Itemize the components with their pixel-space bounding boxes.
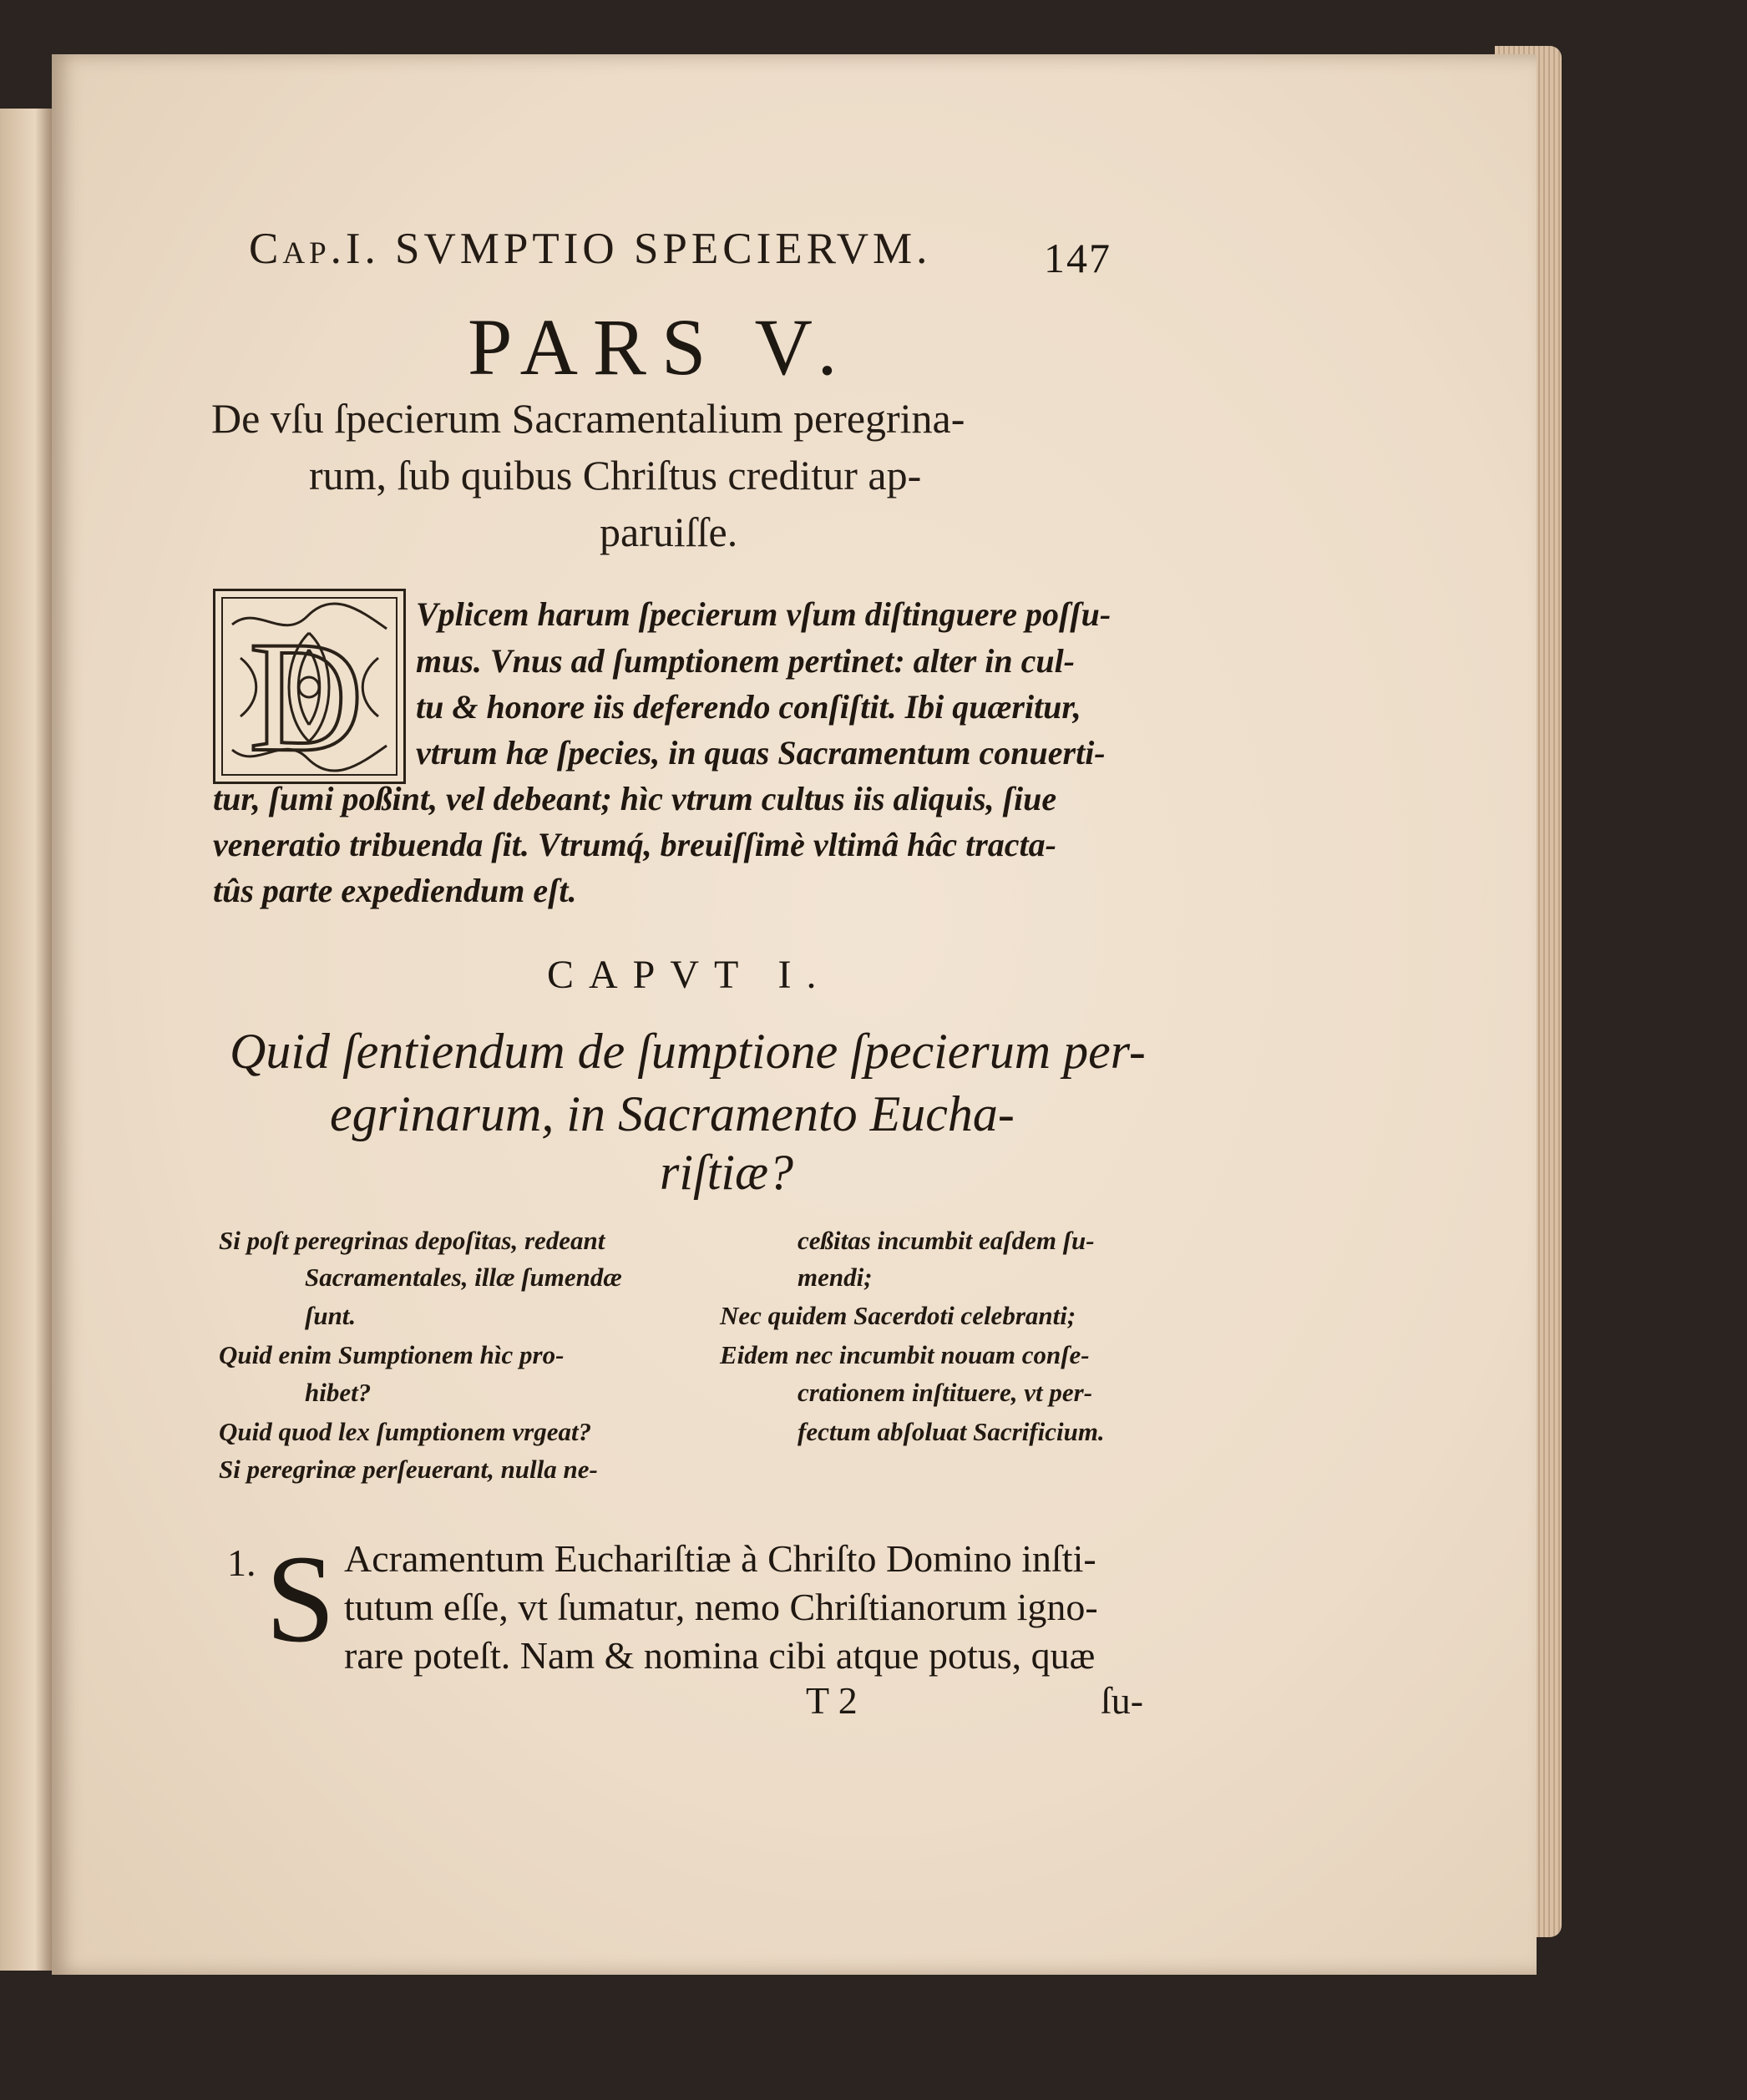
initial-letter: D <box>249 610 364 782</box>
intro-line: Vplicem harum ſpecierum vſum diſtinguere poſſu- <box>416 595 1111 633</box>
intro-line: vtrum hæ ſpecies, in quas Sacramentum conuerti- <box>416 734 1106 772</box>
section-line: rare poteſt. Nam & nomina cibi atque potus, quæ <box>344 1634 1096 1677</box>
decorated-initial-d <box>213 589 406 784</box>
summary-right-line: ceßitas incumbit eaſdem ſu- <box>798 1226 1095 1255</box>
chapter-question-line: riſtiæ? <box>660 1145 794 1200</box>
facing-page-edge <box>0 109 58 1971</box>
section-initial: S <box>266 1530 336 1668</box>
page-number: 147 <box>1044 235 1111 281</box>
summary-left-line: hibet? <box>305 1378 372 1407</box>
intro-line: tur, ſumi poßint, vel debeant; hìc vtrum cultus iis aliquis, ſiue <box>213 780 1057 817</box>
summary-right-line: crationem inſtituere, vt per- <box>798 1378 1093 1407</box>
summary-right-line: fectum abſoluat Sacrificium. <box>798 1417 1105 1446</box>
section-line: tutum eſſe, vt ſumatur, nemo Chriſtianorum igno- <box>344 1586 1098 1628</box>
summary-right-line: mendi; <box>798 1263 873 1292</box>
summary-left-line: Si peregrinæ perſeuerant, nulla ne- <box>219 1455 598 1484</box>
chapter-heading: CAPVT I. <box>547 953 832 997</box>
summary-left-line: Sacramentales, illæ ſumendæ <box>305 1263 622 1292</box>
chapter-question-line: Quid ſentiendum de ſumptione ſpecierum per- <box>230 1024 1146 1079</box>
summary-right-line: Eidem nec incumbit nouam conſe- <box>720 1340 1090 1369</box>
running-head: Cap.I. SVMPTIO SPECIERVM. <box>249 225 932 273</box>
floral-ornament-icon <box>215 591 403 782</box>
part-subtitle-line: paruiſſe. <box>600 509 738 555</box>
section-line: Acramentum Euchariſtiæ à Chriſto Domino inſti- <box>344 1537 1096 1580</box>
part-subtitle-line: rum, ſub quibus Chriſtus creditur ap- <box>309 452 922 498</box>
intro-line: tu & honore iis deferendo conſiſtit. Ibi quæritur, <box>416 688 1081 726</box>
summary-right-line: Nec quidem Sacerdoti celebranti; <box>720 1301 1076 1330</box>
summary-left-line: ſunt. <box>305 1301 357 1330</box>
signature-mark: T 2 <box>806 1679 858 1722</box>
intro-line: veneratio tribuenda ſit. Vtrumq́, breuiſſimè vltimâ hâc tracta- <box>213 826 1056 863</box>
catchword: ſu- <box>1101 1679 1144 1722</box>
part-subtitle-line: De vſu ſpecierum Sacramentalium peregrina- <box>211 395 965 442</box>
part-title: PARS V. <box>468 302 853 392</box>
chapter-question-line: egrinarum, in Sacramento Eucha- <box>330 1086 1015 1141</box>
summary-left-line: Si poſt peregrinas depoſitas, redeant <box>219 1226 605 1255</box>
intro-line: mus. Vnus ad ſumptionem pertinet: alter in cul- <box>416 642 1076 680</box>
section-number: 1. <box>227 1541 256 1584</box>
summary-left-line: Quid enim Sumptionem hìc pro- <box>219 1340 565 1369</box>
summary-left-line: Quid quod lex ſumptionem vrgeat? <box>219 1417 592 1446</box>
intro-line: tûs parte expediendum eſt. <box>213 872 577 909</box>
